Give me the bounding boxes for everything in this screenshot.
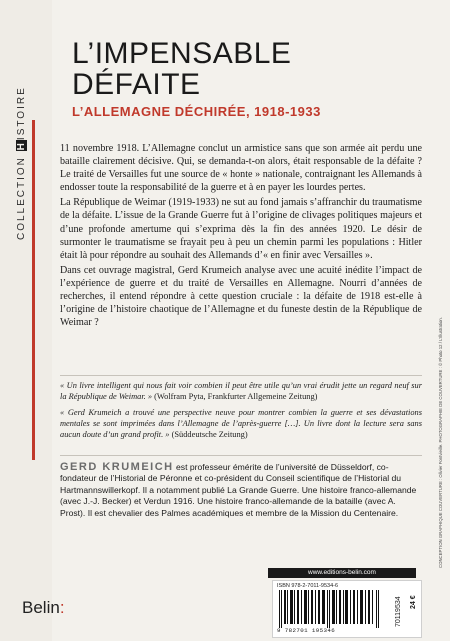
quote-2-source: (Süddeutsche Zeitung) — [169, 430, 248, 439]
barcode-icon — [277, 590, 382, 628]
ean-digits: 9 782701 195346 — [277, 627, 336, 634]
summary-paragraph-3: Dans cet ouvrage magistral, Gerd Krumeich analyse avec une acuité inédite l’impact de l’expérience de guerre et du traité de Versailles en Allemagne. Nourri d’années de recherches, il entend répondre à cette question cruciale : la défaite de 1918 est-elle à l’origine de l’histoire chaotique de l’Allemagne et du funeste destin de la République de Weimar ? — [60, 264, 422, 329]
separator-bottom — [60, 455, 422, 456]
price — [401, 587, 417, 627]
quote-2 — [60, 407, 422, 440]
summary-paragraph-2: La République de Weimar (1919-1933) ne sut au fond jamais s’affranchir du traumatisme de la défaite. L’issue de la Grande Guerre fut à l’origine de clivages politiques majeurs et d’une profonde amertume qui s’exprima dès la fin des années 1920. Le désir de surmonter le traumatisme se frayait peu à peu un chemin parmi les populations : Hitler était là pour répondre au souhait des Allemands d’« en finir avec Versailles ». — [60, 197, 422, 261]
isbn-number: ISBN 978-2-7011-9534-6 — [277, 583, 339, 589]
quote-1-text: « Un livre intelligent qui nous fait voir combien il peut être utile qu’un vrai érudit jette un regard neuf sur la République de Weimar. » — [60, 381, 422, 401]
collection-post: ISTOIRE — [16, 86, 27, 141]
author-name: GERD KRUMEICH — [60, 461, 174, 473]
price-text: 24 € — [410, 595, 417, 609]
separator-top — [60, 375, 422, 376]
barcode-panel — [272, 580, 422, 638]
quote-2-text: « Gerd Krumeich a trouvé une perspective neuve pour montrer combien la guerre et ses dévastations mentales se sont imprimées dans l’Allemagne de l’après-guerre […]. Un livre dont la lecture sera sans aucun doute d’un grand profit. » — [60, 408, 422, 439]
product-code — [386, 587, 402, 627]
collection-mark: H — [16, 141, 27, 151]
collection-pre: COLLECTION — [16, 151, 27, 240]
press-quotes — [60, 380, 422, 445]
publisher-website[interactable]: www.editions-belin.com — [268, 568, 416, 578]
summary-text — [60, 142, 422, 331]
summary-paragraph-1: 11 novembre 1918. L’Allemagne conclut un armistice sans que son armée ait perdu une bataille clairement décisive. Qui, se demanda-t-on alors, était responsable de la défaite ? Le traité de Versailles fut une source de « honte » nationale, contraignant les Allemands à endosser toute la responsabilité de la guerre et à en payer les lourdes pertes. — [60, 143, 422, 194]
book-title — [72, 38, 291, 100]
cover-credits — [428, 290, 442, 570]
author-bio-text: est professeur émérite de l’université de Düsseldorf, co-fondateur de l’Historial de Péronne et co-président du Conseil scientifique de l’Historial du Hartmannswillerkopf. Il a notamment publié La Grande Guerre. Une histoire franco-allemande (avec J.-J. Becker) et Verdun 1916. Une histoire franco-allemande de la bataille (avec A. Prost). Il est chevalier des Palmes académiques et membre de la Mission du Centenaire. — [60, 462, 417, 518]
title-line-1: L’IMPENSABLE — [72, 37, 292, 70]
product-code-text: 70119534 — [395, 596, 402, 627]
credits-text: CONCEPTION GRAPHIQUE COUVERTURE : Olivier Fontvieille. PHOTOGRAPHIE DE COUVERTURE : © Photo 12 / L’Illustration. — [438, 316, 443, 568]
publisher-logo — [22, 598, 65, 618]
publisher-name: Belin — [22, 598, 60, 617]
author-bio — [60, 462, 422, 519]
red-vertical-rule — [32, 120, 35, 460]
quote-1-source: (Wolfram Pyta, Frankfurter Allgemeine Zeitung) — [152, 392, 318, 401]
publisher-logo-colon: : — [59, 598, 65, 617]
book-subtitle: L’ALLEMAGNE DÉCHIRÉE, 1918-1933 — [72, 104, 321, 119]
quote-1 — [60, 380, 422, 402]
title-line-2: DÉFAITE — [72, 68, 201, 101]
